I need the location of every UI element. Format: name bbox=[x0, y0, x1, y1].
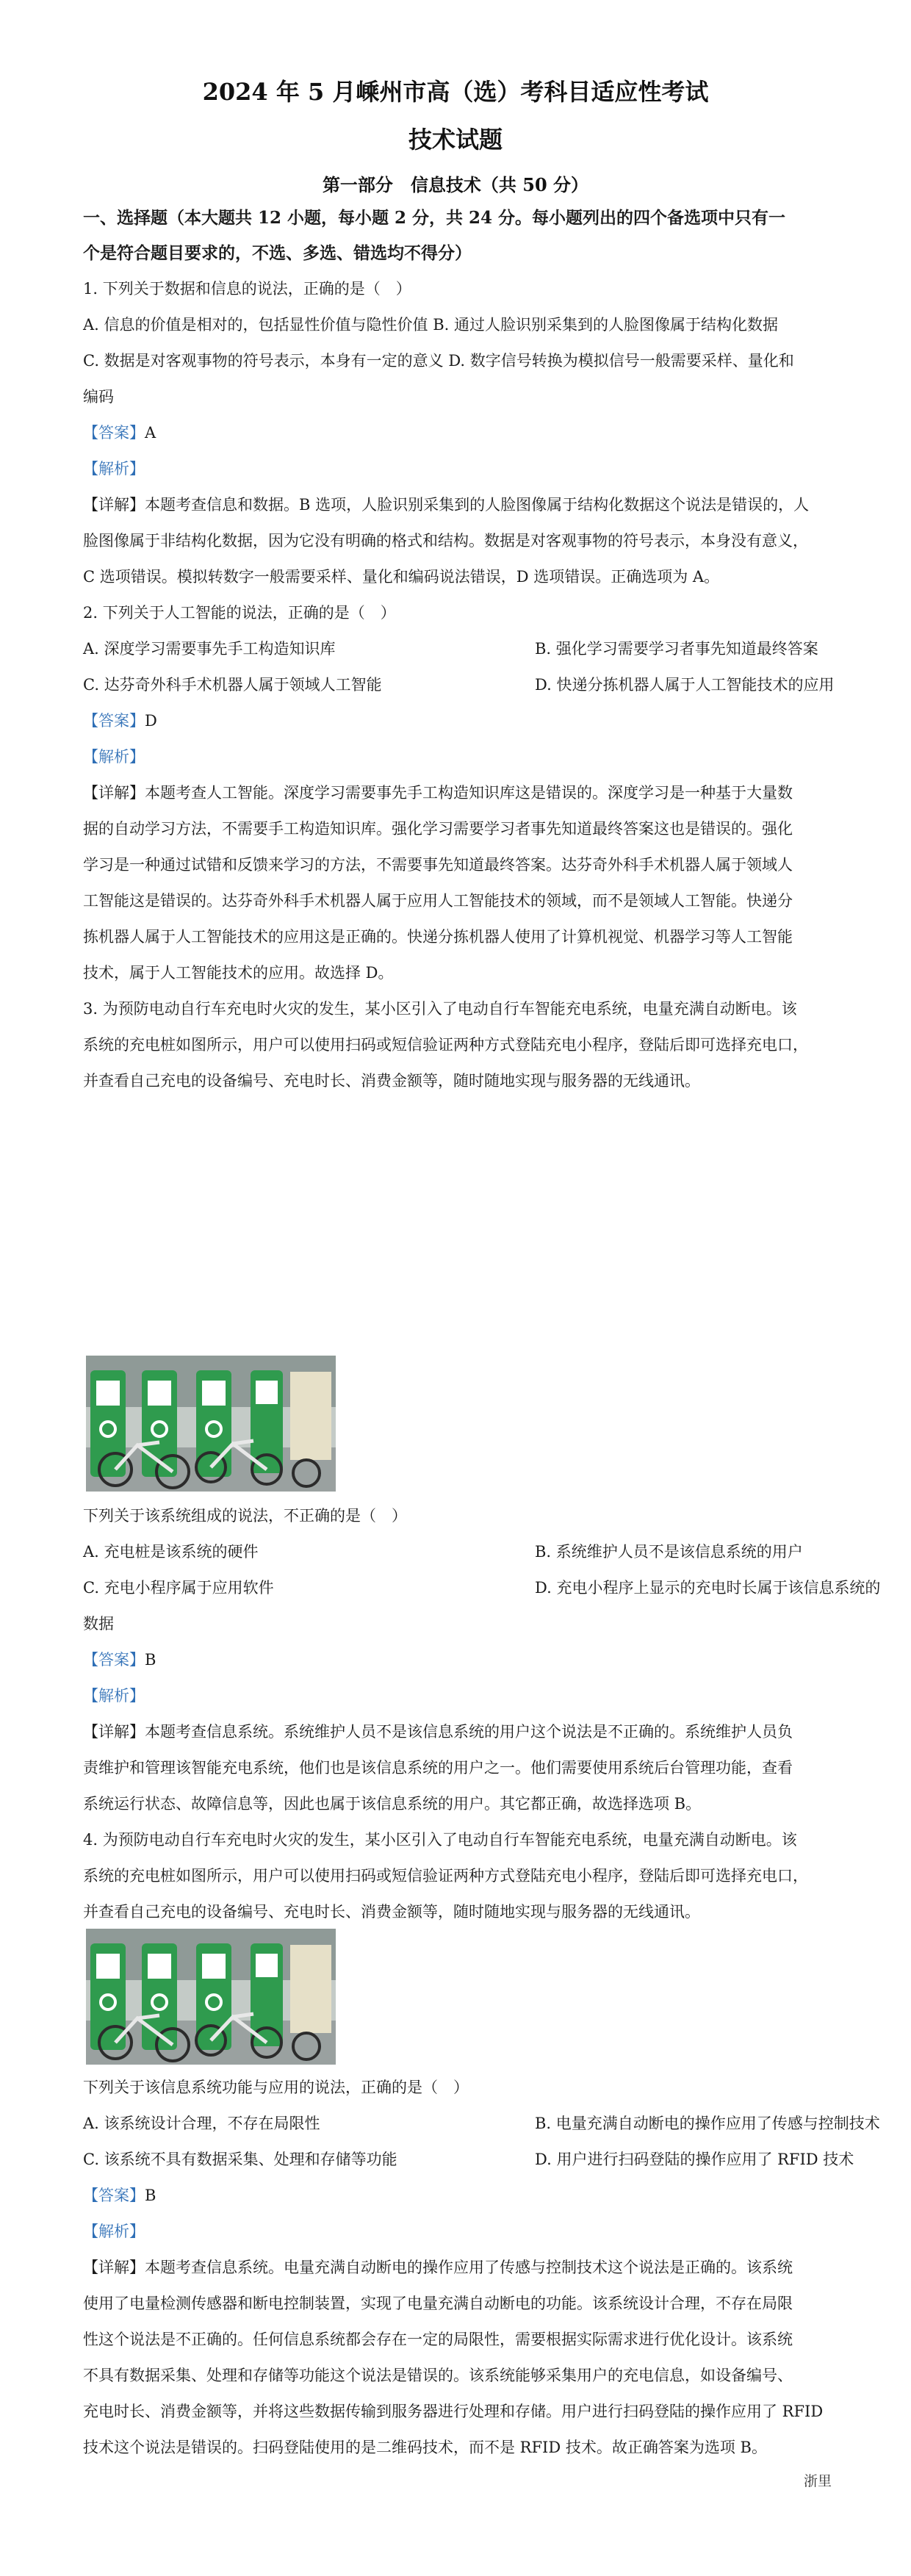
q4-options-ab bbox=[83, 2112, 880, 2134]
q2-option-d: D. 快递分拣机器人属于人工智能技术的应用 bbox=[535, 676, 835, 694]
q2-options-ab bbox=[83, 638, 832, 660]
q3-answer bbox=[83, 1649, 832, 1671]
detail-tag: 【详解】 bbox=[83, 2259, 145, 2276]
q4-option-c: C. 该系统不具有数据采集、处理和存储等功能 bbox=[83, 2151, 397, 2168]
q1-options-cd: C. 数据是对客观事物的符号表示，本身有一定的意义 D. 数字信号转换为模拟信号一般需要采样、量化和 bbox=[83, 352, 794, 370]
q3-option-a: A. 充电桩是该系统的硬件 bbox=[83, 1543, 259, 1561]
analysis-tag: 【解析】 bbox=[83, 748, 145, 766]
q2-option-c: C. 达芬奇外科手术机器人属于领域人工智能 bbox=[83, 676, 382, 694]
q3-option-d: D. 充电小程序上显示的充电时长属于该信息系统的 bbox=[535, 1579, 881, 1597]
q1-detail-text: 本题考查信息和数据。B 选项，人脸识别采集到的人脸图像属于结构化数据这个说法是错误的，人 bbox=[145, 496, 810, 514]
q4-detail-text: 本题考查信息系统。电量充满自动断电的操作应用了传感与控制技术这个说法是正确的。该系统 bbox=[145, 2259, 793, 2276]
q4-stem-3: 并查看自己充电的设备编号、充电时长、消费金额等，随时随地实现与服务器的无线通讯。 bbox=[83, 1903, 700, 1921]
analysis-tag: 【解析】 bbox=[83, 2223, 145, 2240]
answer-tag: 【答案】 bbox=[83, 1651, 145, 1669]
q4-detail-3: 性这个说法是不正确的。任何信息系统都会存在一定的局限性，需要根据实际需求进行优化设计。该系统 bbox=[83, 2331, 793, 2348]
q4-option-a: A. 该系统设计合理，不存在局限性 bbox=[83, 2115, 320, 2132]
q3-answer-value: B bbox=[145, 1651, 156, 1669]
q2-detail-5: 拣机器人属于人工智能技术的应用这是正确的。快递分拣机器人使用了计算机视觉、机器学习等人工智能 bbox=[83, 928, 793, 946]
q2-options-cd bbox=[83, 674, 835, 696]
q3-analysis-tag bbox=[83, 1685, 832, 1707]
q4-answer bbox=[83, 2184, 832, 2206]
q3-options-ab bbox=[83, 1541, 832, 1563]
q3-options-cd bbox=[83, 1577, 881, 1599]
q2-analysis-tag bbox=[83, 746, 832, 768]
q3-detail-text: 本题考查信息系统。系统维护人员不是该信息系统的用户这个说法是不正确的。系统维护人员负 bbox=[145, 1723, 793, 1741]
q2-detail-4: 工智能这是错误的。达芬奇外科手术机器人属于应用人工智能技术的领域，而不是领域人工智能。快递分 bbox=[83, 892, 793, 910]
instructions-line-1: 一、选择题（本大题共 12 小题，每小题 2 分，共 24 分。每小题列出的四个备选项中只有一 bbox=[83, 208, 786, 228]
q3-stem-1: 3. 为预防电动自行车充电时火灾的发生，某小区引入了电动自行车智能充电系统，电量充满自动断电。该 bbox=[83, 1000, 797, 1018]
section-heading: 第一部分 信息技术（共 50 分） bbox=[322, 174, 589, 195]
q1-detail-2: 脸图像属于非结构化数据，因为它没有明确的格式和结构。数据是对客观事物的符号表示，本身没有意义， bbox=[83, 532, 808, 550]
detail-tag: 【详解】 bbox=[83, 1723, 145, 1741]
answer-tag: 【答案】 bbox=[83, 712, 145, 730]
q2-detail-2: 据的自动学习方法，不需要手工构造知识库。强化学习需要学习者事先知道最终答案这也是错误的。强化 bbox=[83, 820, 793, 838]
q2-detail-1 bbox=[83, 782, 832, 804]
q4-detail-5: 充电时长、消费金额等，并将这些数据传输到服务器进行处理和存储。用户进行扫码登陆的操作应用了 RFID bbox=[83, 2403, 824, 2420]
q3-detail-3: 系统运行状态、故障信息等，因此也属于该信息系统的用户。其它都正确，故选择选项 B。 bbox=[83, 1795, 702, 1813]
q1-stem: 1. 下列关于数据和信息的说法，正确的是（ ） bbox=[83, 280, 411, 298]
exam-subtitle: 技术试题 bbox=[408, 126, 503, 154]
q4-detail-1 bbox=[83, 2256, 832, 2278]
footer-watermark: 浙里 bbox=[803, 2473, 832, 2489]
q2-answer-value: D bbox=[145, 712, 157, 730]
charging-station-photo-2-art bbox=[86, 1929, 336, 2065]
q1-detail-3: C 选项错误。模拟转数字一般需要采样、量化和编码说法错误，D 选项错误。正确选项为 A。 bbox=[83, 568, 720, 586]
q4-options-cd bbox=[83, 2148, 854, 2170]
q3-question: 下列关于该系统组成的说法，不正确的是（ ） bbox=[83, 1507, 407, 1525]
q3-stem-3: 并查看自己充电的设备编号、充电时长、消费金额等，随时随地实现与服务器的无线通讯。 bbox=[83, 1072, 700, 1090]
q1-options-ab: A. 信息的价值是相对的，包括显性价值与隐性价值 B. 通过人脸识别采集到的人脸图像属于结构化数据 bbox=[83, 316, 778, 334]
answer-tag: 【答案】 bbox=[83, 2187, 145, 2204]
q1-answer-value: A bbox=[145, 424, 156, 442]
q4-detail-4: 不具有数据采集、处理和存储等功能这个说法是错误的。该系统能够采集用户的充电信息，如设备编号、 bbox=[83, 2367, 793, 2384]
q4-analysis-tag bbox=[83, 2220, 832, 2242]
detail-tag: 【详解】 bbox=[83, 784, 145, 802]
q4-detail-6: 技术这个说法是错误的。扫码登陆使用的是二维码技术，而不是 RFID 技术。故正确答案为选项 B。 bbox=[83, 2439, 767, 2456]
exam-title: 2024 年 5 月嵊州市高（选）考科目适应性考试 bbox=[202, 78, 709, 106]
analysis-tag: 【解析】 bbox=[83, 1687, 145, 1705]
q1-analysis-tag bbox=[83, 458, 832, 480]
charging-station-photo-art bbox=[86, 1356, 336, 1492]
q4-stem-2: 系统的充电桩如图所示，用户可以使用扫码或短信验证两种方式登陆充电小程序，登陆后即可选择充电口， bbox=[83, 1867, 808, 1885]
q3-option-c: C. 充电小程序属于应用软件 bbox=[83, 1579, 274, 1597]
charging-station-photo bbox=[86, 1356, 336, 1492]
analysis-tag: 【解析】 bbox=[83, 460, 145, 478]
detail-tag: 【详解】 bbox=[83, 496, 145, 514]
q2-detail-3: 学习是一种通过试错和反馈来学习的方法，不需要事先知道最终答案。达芬奇外科手术机器人属于领域人 bbox=[83, 856, 793, 874]
q1-options-cd-cont: 编码 bbox=[83, 388, 114, 406]
q2-option-a: A. 深度学习需要事先手工构造知识库 bbox=[83, 640, 336, 658]
q2-detail-6: 技术，属于人工智能技术的应用。故选择 D。 bbox=[83, 964, 394, 982]
q4-question: 下列关于该信息系统功能与应用的说法，正确的是（ ） bbox=[83, 2079, 469, 2096]
q2-detail-text: 本题考查人工智能。深度学习需要事先手工构造知识库这是错误的。深度学习是一种基于大量数 bbox=[145, 784, 793, 802]
q1-detail-1 bbox=[83, 494, 832, 516]
q2-option-b: B. 强化学习需要学习者事先知道最终答案 bbox=[535, 640, 818, 658]
q4-option-b: B. 电量充满自动断电的操作应用了传感与控制技术 bbox=[535, 2115, 880, 2132]
answer-tag: 【答案】 bbox=[83, 424, 145, 442]
charging-station-photo-2 bbox=[86, 1929, 336, 2065]
q2-answer bbox=[83, 710, 832, 732]
q3-stem-2: 系统的充电桩如图所示，用户可以使用扫码或短信验证两种方式登陆充电小程序，登陆后即可选择充电口， bbox=[83, 1036, 808, 1054]
q2-stem: 2. 下列关于人工智能的说法，正确的是（ ） bbox=[83, 604, 396, 622]
q3-option-d-cont: 数据 bbox=[83, 1615, 114, 1633]
q3-detail-2: 责维护和管理该智能充电系统，他们也是该信息系统的用户之一。他们需要使用系统后台管理功能，查看 bbox=[83, 1759, 793, 1777]
q4-detail-2: 使用了电量检测传感器和断电控制装置，实现了电量充满自动断电的功能。该系统设计合理，不存在局限 bbox=[83, 2295, 793, 2312]
q4-option-d: D. 用户进行扫码登陆的操作应用了 RFID 技术 bbox=[535, 2151, 854, 2168]
instructions-line-2: 个是符合题目要求的，不选、多选、错选均不得分） bbox=[83, 243, 472, 263]
q4-stem-1: 4. 为预防电动自行车充电时火灾的发生，某小区引入了电动自行车智能充电系统，电量充满自动断电。该 bbox=[83, 1831, 797, 1849]
q1-answer bbox=[83, 422, 832, 444]
q4-answer-value: B bbox=[145, 2187, 156, 2204]
q3-option-b: B. 系统维护人员不是该信息系统的用户 bbox=[535, 1543, 803, 1561]
q3-detail-1 bbox=[83, 1721, 832, 1743]
